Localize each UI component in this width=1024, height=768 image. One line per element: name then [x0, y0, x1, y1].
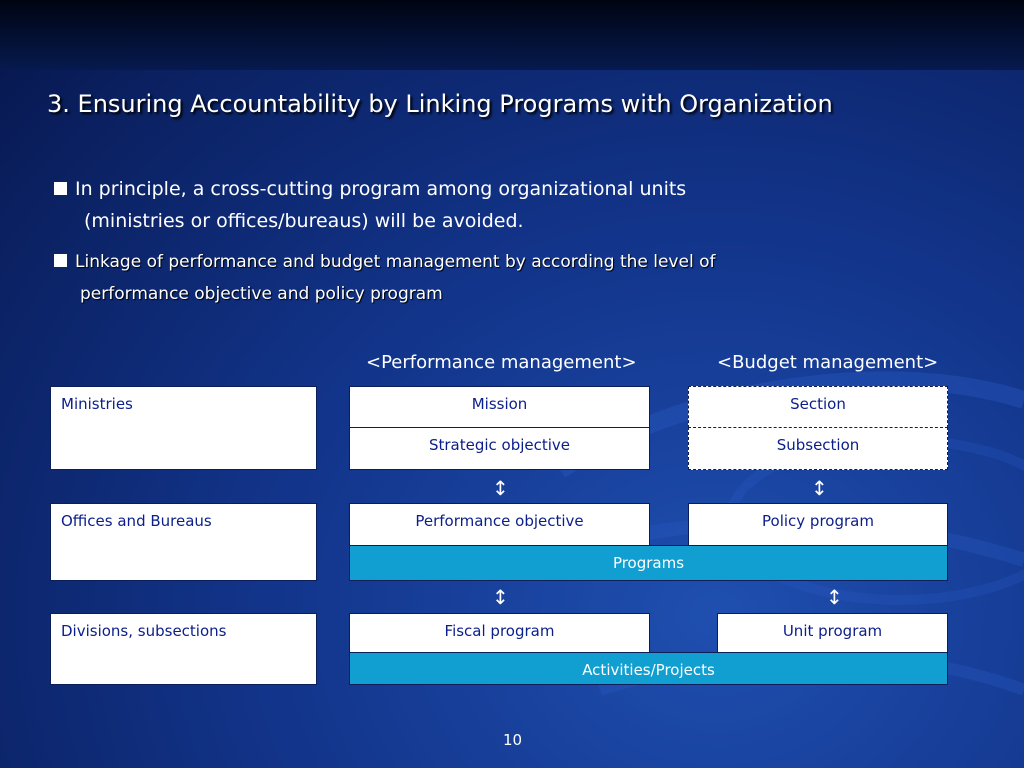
updown-arrow-icon: ↕	[826, 585, 843, 609]
bullet-2	[54, 246, 715, 310]
bullet-1-line1: In principle, a cross-cutting program among organizational units	[75, 178, 687, 200]
bullet-1	[54, 173, 686, 237]
updown-arrow-icon: ↕	[811, 476, 828, 500]
bullet-square-icon	[54, 254, 67, 267]
programs-bar: Programs	[349, 545, 948, 581]
perf-fiscal-program: Fiscal program	[349, 613, 650, 653]
performance-header: <Performance management>	[366, 352, 637, 373]
perf-performance-objective: Performance objective	[349, 503, 650, 546]
activities-projects-bar: Activities/Projects	[349, 652, 948, 685]
bullet-square-icon	[54, 182, 67, 195]
budget-unit-program: Unit program	[717, 613, 948, 653]
perf-strategic-objective: Strategic objective	[349, 427, 650, 470]
updown-arrow-icon: ↕	[492, 585, 509, 609]
level-divisions: Divisions, subsections	[50, 613, 317, 685]
perf-mission: Mission	[349, 386, 650, 428]
budget-policy-program: Policy program	[688, 503, 948, 546]
level-offices: Offices and Bureaus	[50, 503, 317, 581]
updown-arrow-icon: ↕	[492, 476, 509, 500]
bullet-2-line2: performance objective and policy program	[80, 284, 443, 304]
bullet-1-line2: (ministries or offices/bureaus) will be avoided.	[84, 210, 524, 232]
budget-section: Section	[688, 386, 948, 428]
budget-header: <Budget management>	[717, 352, 939, 373]
level-ministries: Ministries	[50, 386, 317, 470]
page-number: 10	[503, 731, 523, 749]
budget-subsection: Subsection	[688, 427, 948, 470]
slide-title: 3. Ensuring Accountability by Linking Programs with Organization	[47, 90, 833, 118]
bullet-2-line1: Linkage of performance and budget management by according the level of	[75, 252, 716, 272]
